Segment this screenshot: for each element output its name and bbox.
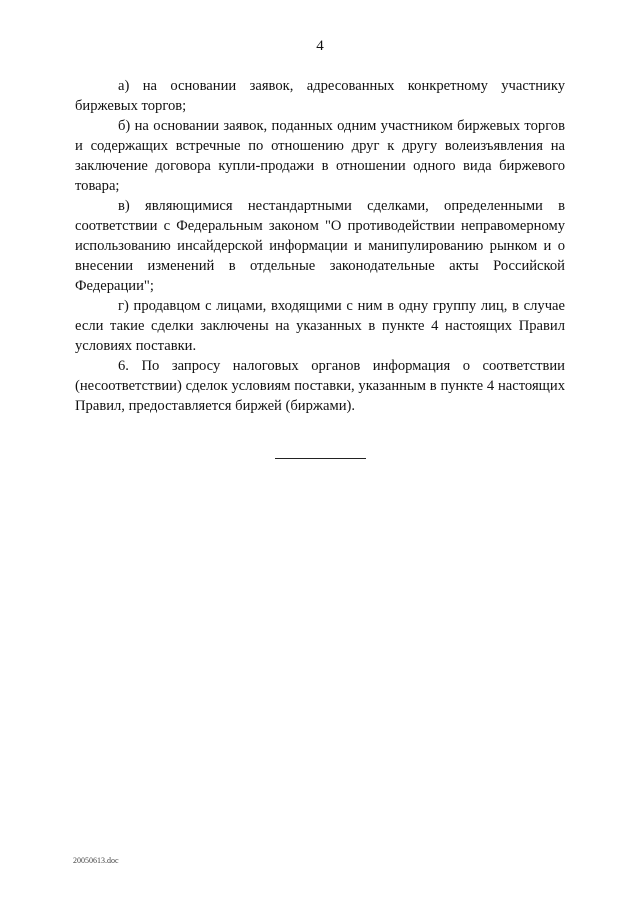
footer-filename: 20050613.doc	[73, 856, 119, 865]
paragraph-6: 6. По запросу налоговых органов информация о соответствии (несоответствии) сделок условиям поставки, указанным в пункте 4 настоящих Правил, предоставляется биржей (биржами).	[75, 358, 565, 414]
paragraph-a: а) на основании заявок, адресованных конкретному участнику биржевых торгов;	[75, 78, 565, 114]
paragraph-b: б) на основании заявок, поданных одним участником биржевых торгов и содержащих встречные по отношению друг к другу волеизъявления на заключение договора купли-продажи в отношении одного вида биржевого товара;	[75, 118, 565, 194]
document-body	[75, 76, 565, 416]
paragraph-v: в) являющимися нестандартными сделками, определенными в соответствии с Федеральным законом "О противодействии неправомерному использованию инсайдерской информации и манипулированию рынком и о внесении изменений в отдельные законодательные акты Российской Федерации";	[75, 198, 565, 294]
end-separator-line	[275, 458, 366, 459]
paragraph-g: г) продавцом с лицами, входящими с ним в одну группу лиц, в случае если такие сделки заключены на указанных в пункте 4 настоящих Правил условиях поставки.	[75, 298, 565, 354]
page-number: 4	[316, 38, 324, 54]
